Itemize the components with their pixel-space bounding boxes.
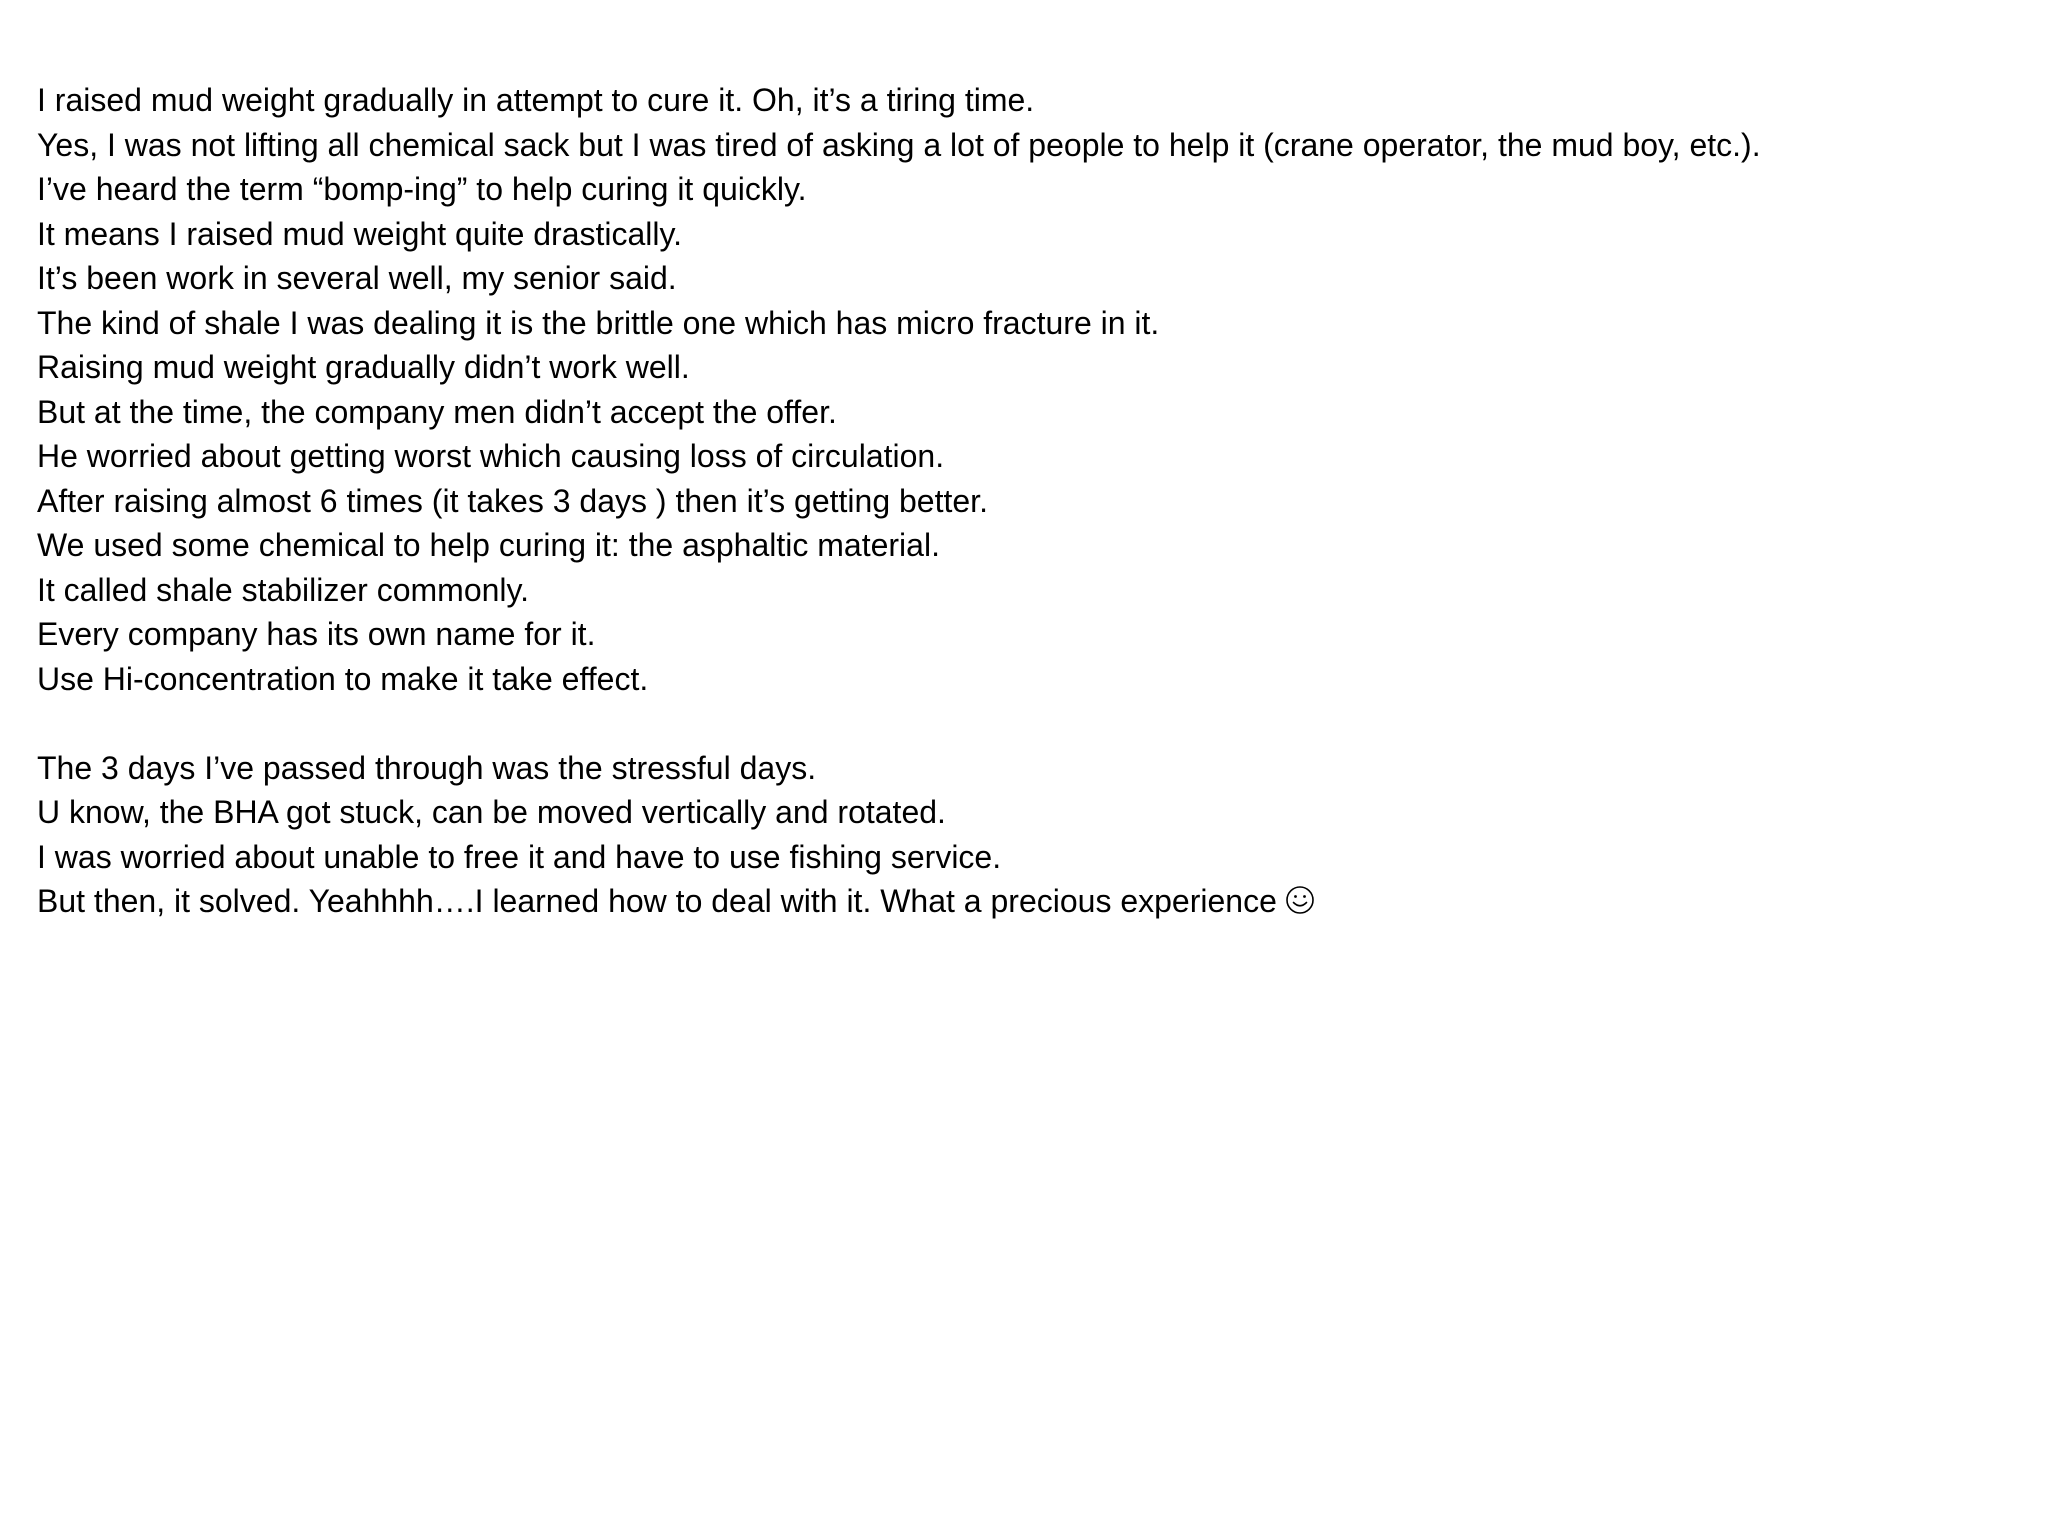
text-line: But at the time, the company men didn’t accept the offer.: [37, 393, 837, 430]
text-line: Raising mud weight gradually didn’t work well.: [37, 349, 690, 385]
text-line: It called shale stabilizer commonly.: [37, 571, 530, 608]
text-line: I’ve heard the term “bomp-ing” to help curing it quickly.: [37, 171, 807, 207]
text-line: U know, the BHA got stuck, can be moved vertically and rotated.: [37, 794, 946, 830]
text-line: Use Hi-concentration to make it take effect.: [37, 660, 649, 697]
text-line: It’s been work in several well, my senior said.: [37, 260, 677, 296]
text-line: The 3 days I’ve passed through was the stressful days.: [37, 749, 817, 786]
smiley-icon: [1285, 882, 1315, 927]
text-line: We used some chemical to help curing it: the asphaltic material.: [37, 527, 940, 563]
text-body: [37, 78, 2027, 924]
final-line: [37, 879, 2027, 924]
text-line: He worried about getting worst which causing loss of circulation.: [37, 438, 945, 474]
text-line: Every company has its own name for it.: [37, 616, 596, 652]
blank-line: [37, 701, 2027, 746]
text-line: It means I raised mud weight quite drastically.: [37, 215, 683, 252]
text-line: The kind of shale I was dealing it is the brittle one which has micro fracture in it.: [37, 304, 1160, 341]
text-line: I was worried about unable to free it and have to use fishing service.: [37, 838, 1002, 875]
final-line-text: But then, it solved. Yeahhhh….I learned how to deal with it. What a precious experience: [37, 883, 1277, 919]
text-line: I raised mud weight gradually in attempt to cure it. Oh, it’s a tiring time.: [37, 82, 1035, 118]
text-line: After raising almost 6 times (it takes 3 days ) then it’s getting better.: [37, 482, 988, 519]
text-line: Yes, I was not lifting all chemical sack but I was tired of asking a lot of people to help it (crane operator, the mud boy, etc.).: [37, 126, 1761, 163]
